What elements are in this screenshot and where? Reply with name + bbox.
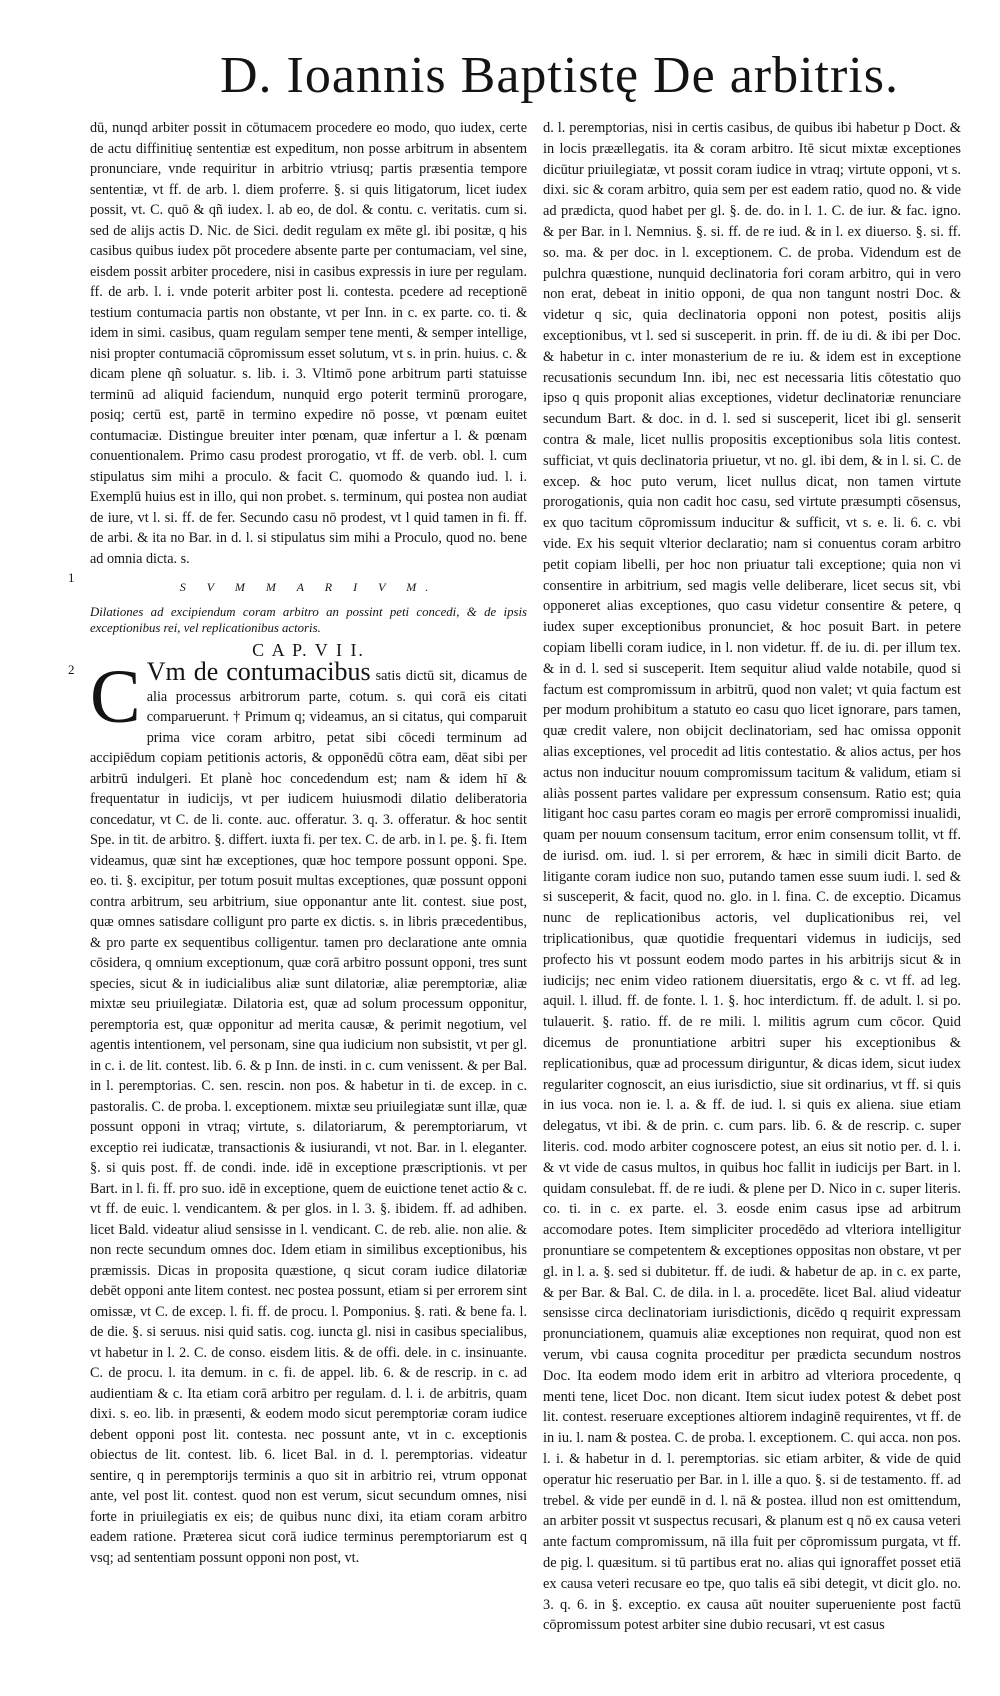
- marginal-number-1: 1: [68, 570, 75, 585]
- chapter-heading: C A P. V I I.: [252, 639, 365, 660]
- chapter-body: [90, 655, 527, 1568]
- left-text-before: dū, nunqd arbiter possit in cōtumacem procedere eo modo, quo iudex, certe de actu diffinitiuę sententiæ est expeditum, non posse arbitrum in absentem pronunciare, vnde requiritur in arbitrio vtriusq; partis præsentia tempore sententiæ, vt ff. de arb. l. diem proferre. §. si quis litigatorum, licet iudex possit, vt. C. quō & qñ iudex. l. ab eo, de dol. & contu. c. veritatis. cum si. sed de alijs actis D. Nic. de Sici. dedit regulam ex mēte gl. ibi positæ, q his casibus quibus iudex pōt procedere absente parte per contumaciam, vel sine, eisdem possit arbiter procedere, nisi in casibus expressis in iure per regulam. ff. de arb. l. i. vnde poterit arbiter post li. contesta. pcedere ad receptionē testium contumacia partis non obstante, vt per Inn. in c. ex parte. co. ti. & idem in simi. casibus, quam regulam semper tene menti, & semper intellige, nisi propter contumaciā cōpromissum esset solutum, vt s. in prin. huius. c. & dicam plene qñ soluatur. s. lib. i. 3. Vltimō pone arbitrum parti statuisse terminū ad aliquid faciendum, nunquid ergo poterit terminū prorogare, posiq; certū est, partē in termino expedire nō posse, vt pœnam euitet contumaciæ. Distingue breuiter inter pœnam, quæ infertur a l. & pœnam conuentionalem. Primo casu prodest prorogatio, vt ff. de verb. obl. l. cum stipulatus sim mihi a proculo. & facit C. quomodo & quando iud. l. i. Exemplū huius est in illo, qui non probet. s. terminum, qui postea non audiat de iure, vt l. si. ff. de fer. Secundo casu nō prodest, vt l quid tamen in fi. ff. de arbi. & ita no Bar. in d. l. si stipulatus sim mihi a Proculo, quod no. bene ad omnia dicta. s.: [90, 120, 527, 567]
- right-column: [543, 118, 961, 1688]
- chapter-first-words: Vm de contumacibus: [146, 657, 371, 686]
- marginal-number-2: 2: [68, 662, 75, 677]
- chapter-text: satis dictū sit, dicamus de alia processus arbitrorum parte, cotum. s. qui corā eis citati comparuerunt. † Primum q; videamus, an si citatus, qui comparuit prima vice coram arbitro, petat sibi cōcedi terminum ad accipiēdum copiam petitionis actoris, & opponēdū cōtra eam, dēat sibi per arbitrū indulgeri. Et planè hoc concedendum est; nam & idem hī & frequentatur in iudicijs, vt per iudicem huiusmodi dilatio deliberatoria concedatur, vt C. de li. conte. auc. offeratur. 3. q. 3. offeratur. & hoc sentit Spe. in tit. de arbitro. §. differt. iuxta fi. per tex. C. de arb. in l. pe. §. fi. Item videamus, quæ sint hæ exceptiones, quæ hoc tempore possunt opponi. Spe. eo. ti. §. excipitur, per totum posuit multas exceptiones, quæ possunt opponi contra arbitrum, seu arbitrium, siue opponantur ante lit. contest. siue post, quæ omnes satisdare colligunt pro parte ex dictis. s. in libris præcedentibus, & pro parte ex sequentibus colligentur. tamen pro declaratione ante omnia cōsidera, q omnium exceptionum, quæ corā arbitro possunt opponi, tres sunt species, sicut & in iudicialibus aliæ sunt dilatoriæ, aliæ peremptoriæ, aliæ mixtæ seu priuilegiatæ. Dilatoria est, quæ ad solum processum opponitur, peremptoria est, quæ opponitur ad merita causæ, & perimit negotium, vel agentis intentionem, vel personam, sine qua iudicium non subsistit, vt per gl. in c. i. de lit. contest. lib. 6. & p Inn. de insti. in c. cum venissent. & per Bal. in l. peremptorias. C. sen. rescin. non pos. & habetur in ti. de excep. in c. pastoralis. C. de proba. l. exceptionem. mixtæ seu priuilegiatæ sunt illæ, quæ possunt opponi in vtraq; virtute, s. dilatoriarum, & peremptoriarum, vt exceptio rei iudicatæ, transactionis & iusiurandi, vt not. Bar. in l. eleganter. §. si quis post. ff. de condi. inde. idē in exceptione præscriptionis. vt per Bart. in l. fi. ff. pro suo. idē in exceptione, quem de euictione tenet actio & c. vt ff. de euic. l. vendicantem. & per glos. in l. 3. §. ibidem. ff. ad adhiben. licet Bald. videatur aliud sensisse in l. vendicant. C. de reb. alie. non alie. & non recte secundum omnes doc. Idem etiam in similibus exceptionibus, his præmissis. Dicas in proposita quæstione, q sicut coram iudice dilatoriæ debēt opponi ante litem contest. nec postea possunt, etiam si per errorem sint omissæ, vt C. de excep. l. fi. ff. de procu. l. Pomponius. §. rati. & bene fa. l. de die. §. si seruus. nisi quid satis. cog. iuncta gl. nisi in casibus specialibus, vt habetur in l. 2. C. de conso. eisdem litis. & de offi. dele. in c. insinuante. C. de procu. l. ita demum. in c. fi. de appel. lib. 6. & de rescrip. in c. ad audientiam & c. Ita etiam corā arbitro per regulam. d. l. i. de arbitris, quam dixi. s. eo. lib. in præsenti, & eodem modo sicut peremptoriæ coram iudice debent opponi post lit. contesta. nec possunt ante, vt in c. exceptionis obiectus de lit. contest. lib. 6. licet Bal. in d. l. peremptorias. videatur sentire, q in peremptorijs terminis a quo sit in arbitrio rei, vtrum opponat ante, vel post lit. contest. quod non est verum, sicut secundum omnes, nisi forte in priuilegiatis ex eis; de quibus nunc dixi, ita etiam coram arbitro eadem ratione. Præterea sicut corā iudice terminus peremptoriarum est q vsq; ad sententiam possunt opponi non post, vt.: [90, 668, 527, 1566]
- left-column: [90, 118, 527, 1673]
- right-text: d. l. peremptorias, nisi in certis casibus, de quibus ibi habetur p Doct. & in locis præællegatis. ita & coram arbitro. Itē sicut mixtæ exceptiones dicūtur priuilegiatæ, vt possit coram iudice in vtraq; virtute opponi, vt s. dixi. sic & coram arbitro, quia sem per est eadem ratio, quod no. & vide ad prædicta, quod habet per gl. §. de. do. in l. 1. C. de iur. & fac. igno. & per Bar. in l. Nemnius. §. si. ff. de re iud. & in l. ex diuerso. §. si. ff. so. ma. & per doc. in l. exceptionem. C. de proba. Videndum est de pulchra quæstione, nunquid declinatoria fori coram arbitro, qui in vero non erat, debeat in initio opponi, de qua non tangunt nostri Doc. & videtur q sic, quia declinatoria opponi non potest, positis alijs exceptionibus, vt l. sed si susceperit. in prin. ff. de iu di. & ibi per Doc. & habetur in c. inter monasterium de re iu. & idem est in exceptione recusationis secundum Inn. ibi, nec est necessaria litis cōtestatio quo ipso q quis proponit alias exceptiones, videtur declinatoriæ renunciare secundum Bart. & doc. in d. l. sed si susceperit, licet ibi gl. senserit contra & male, licet nullis propositis exceptionibus sola litis contest. sufficiat, vt quis declinatoria priuetur, vt no. gl. ibi dem, & in l. si. C. de excep. & hoc puto verum, licet nullus dicat, non tamen virtute prorogationis, quia non cadit hoc casu, sed virtute præsumpti cōsensus, ex quo tacitum cōpromissum inducitur & sufficit, vt s. e. li. 6. c. vbi vide. Ex his sequit vlterior declaratio; nam si conuentus coram arbitro petit copiam libelli, per hoc non priuatur tali exceptione; quia non vi consentire in arbitrium, sed magis velle deliberare, licet secus sit, vbi opponeret alias exceptiones, quo casu videtur consentire & petere, q iudex super exceptionibus pronunciet, & hoc posuit Bart. in petere copiam libelli coram iudice, in l. non videtur. ff. de iu. di. per illum tex. & in d. l. sed si susceperit. Item sequitur aliud valde notabile, quod si factum est compromissum in arbitrū, quod non valet; vt quia factum est per modum prohibitum a statuto eo casu quo licet ignorare, pars tamen, quæ credit valere, non obijcit declinatoriam, sed hac omissa opponit alias exceptiones, vel procedit ad litis contestatio. & alios actus, per hos actus non inducitur nouum compromissum tacitum & validum, etiam si aliàs possent partes validare per expressum consensum. Ratio est; quia litigant hoc casu partes coram eo magis per errorē compromissi inualidi, quam per nouum consensum tacitum, error enim consensum tollit, vt ff. de iurisd. om. iud. l. si per errorem, & hæc in simili dicit Barto. de litigante coram iudice non suo, putando tamen esse suum iudi. l. sed & si susceperit, & facit, quod no. glo. in l. fina. C. de exceptio. Dicamus nunc de replicationibus actoris, vel duplicationibus rei, vel triplicationibus, quæ quotidie frequentari videmus in iudicijs, sed profecto his vt possunt eodem modo partes in his arbitrijs sicut & in iudicijs; nec enim video rationem diuersitatis, ergo & c. vt ff. ad leg. aquil. l. illud. ff. de fonte. l. 1. §. hoc interdictum. ff. de adult. l. si po. tulauerit. §. ratio. ff. de re mili. l. militis agrum cum cōcor. Quid dicemus de pronuntiatione arbitri super his exceptionibus & replicationibus, quæ ad processum diriguntur, & dicas idem, sicut iudex regulariter cognoscit, an eius iurisdictio, siue sit ordinarius, vt ff. si quis in ius voca. non ie. l. a. & ff. de iud. l. si quis ex aliena. siue etiam delegatus, vt ibi. & de prin. c. cum pars. lib. 6. & de rescrip. c. super literis. cod. modo arbiter cognoscere potest, an eius sit notio per. d. l. i. & vt vide de casus multos, in quibus hoc fallit in iudicijs per Bart. in l. quidam consulebat. ff. de re iudi. & plene per D. Nico in c. super literis. co. ti. in c. ex parte. el. 3. eosde enim casus ipse ad arbitrum accomodare potes. Item simpliciter procedēdo ad vlteriora intelligitur pronuntiare se competentem & exceptiones oppositas non obstare, vt per gl. in l. a. §. sed si dubitetur. ff. de iudi. & habetur de ap. in c. ex parte, & per Bar. & Bal. C. de dila. in l. a. procedēte. licet Bal. aliud videatur sensisse circa declinatoriam iurisdictionis, dicēdo q requirit expressam pronunciationem, quamuis aliæ exceptiones non requirat, quod non est verum, vbi causa cognita proceditur per prædicta secundum nostros Doc. Ita eodem modo idem erit in arbitro ad vlteriora procedente, q menti tene, licet Doc. non dicant. Item sicut iudex potest & debet post lit. contest. reseruare exceptiones altiorem indaginē requirentes, vt ff. de in iu. l. nam & postea. C. de proba. l. exceptionem. C. qui acca. non pos. l. i. & habetur in d. l. peremptorias. sic etiam arbiter, & vide de quid operatur hic reseruatio per Bar. in l. ille a quo. §. si de testamento. ff. ad trebel. & vide per eundē in d. l. nā & postea. illud non est omittendum, an arbiter possit vt suspectus recusari, & planum est q nō ex causa veteri ante factum compromissum, nā illa fuit per cōpromissum purgata, vt ff. de pig. l. quæsitum. si tū partibus erat no. alias qui ignoraffet posset etiā ex causa veteri recusare eo tpe, quo talis eā sibi detegit, vt dicit glo. no. 3. q. 6. in §. exceptio. ex causa aūt nouiter superueniente post factū cōpromissum potest arbiter sine dubio recusari, vt est casus: [543, 120, 961, 1634]
- summarium-text: Dilationes ad excipiendum coram arbitro an possint peti concedi, & de ipsis exceptionibus rei, vel replicationibus actoris.: [90, 604, 527, 635]
- page-title: D. Ioannis Baptistę De arbitris.: [220, 47, 899, 104]
- summarium-heading: S V M M A R I V M.: [179, 580, 438, 594]
- drop-cap: C: [90, 655, 141, 739]
